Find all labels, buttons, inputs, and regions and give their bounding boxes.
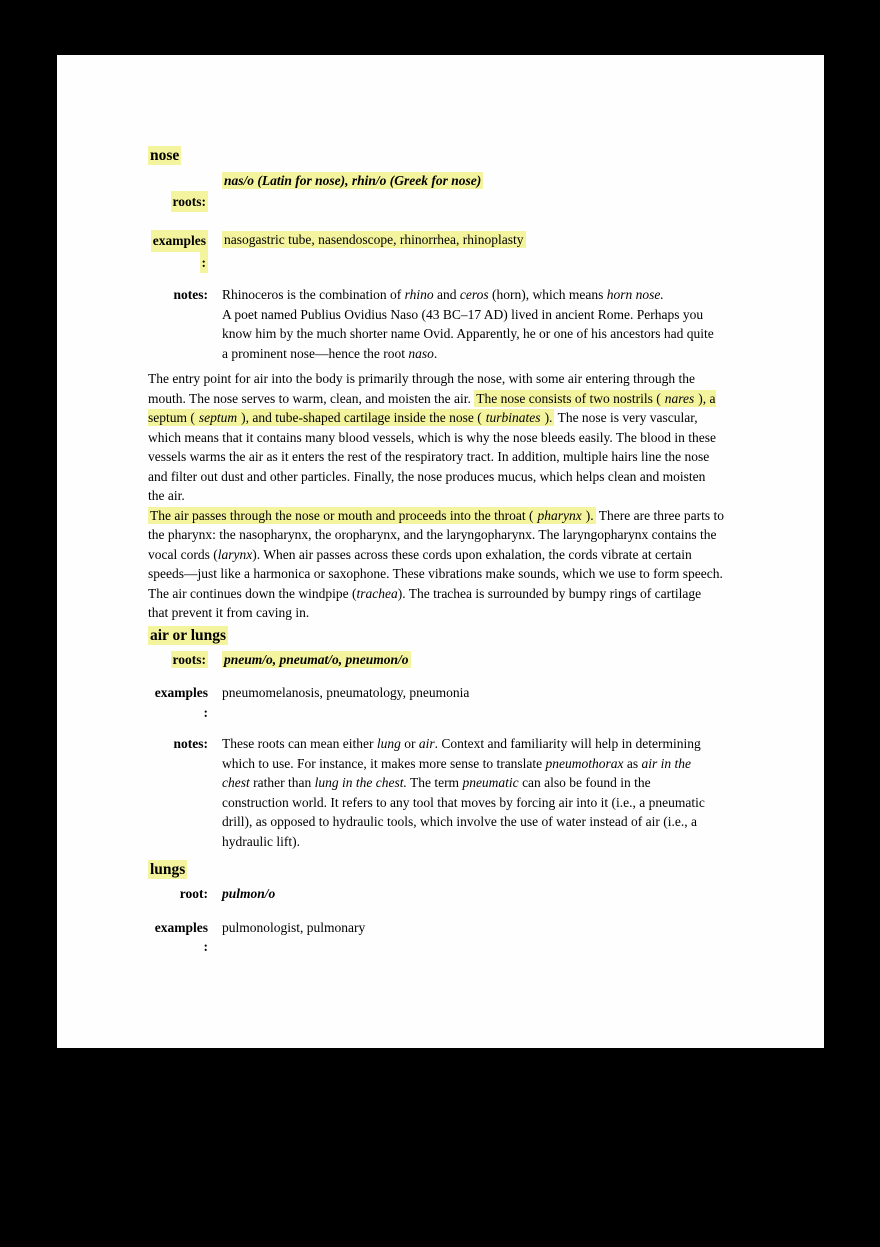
air-notes-paragraph: These roots can mean either lung or air. Context and familiarity will help in determining which to use. For instance, it makes more sense to translate pneumothorax as air in the chest rather than lung in the chest. The term pneumatic can also be found in the construction world. It refers to any tool that moves by forcing air into it (i.e., a pneumatic drill), as opposed to hydraulic tools, which involve the use of water instead of air (i.e., a hydraulic lift). bbox=[222, 736, 705, 849]
body-paragraph-1: The entry point for air into the body is primarily through the nose, with some air entering through the mouth. The nose serves to warm, clean, and moisten the air. The nose consists of two nostrils ( nares ), a septum ( septum ), and tube-shaped cartilage inside the nose ( turbinates ). The nose is very vascular, which means that it contains many blood vessels, which is why the nose bleeds easily. The blood in these vessels warms the air as it enters the rest of the respiratory tract. In addition, multiple hairs line the nose and filter out dust and other particles. Finally, the nose produces mucus, which helps clean and moisten the air. bbox=[148, 371, 717, 503]
air-notes-row bbox=[148, 734, 724, 851]
nose-examples-label: examples bbox=[151, 230, 208, 252]
document-page bbox=[57, 55, 824, 1048]
lungs-root-value: pulmon/o bbox=[222, 886, 276, 901]
nose-examples-row bbox=[148, 230, 724, 273]
lungs-examples-label: examples bbox=[154, 919, 208, 935]
air-notes-label: notes: bbox=[173, 736, 208, 751]
section-heading-lungs bbox=[148, 860, 724, 880]
nose-roots-row bbox=[148, 171, 724, 212]
air-examples-label-cell bbox=[148, 683, 208, 722]
section-heading-nose bbox=[148, 146, 724, 166]
nose-examples-colon: : bbox=[200, 252, 209, 274]
air-roots-label: roots: bbox=[172, 651, 206, 667]
air-examples-row bbox=[148, 683, 724, 722]
lungs-root-row bbox=[148, 884, 724, 904]
section-heading-nose-text: nose bbox=[150, 147, 180, 164]
body-paragraph-2: The air passes through the nose or mouth and proceeds into the throat ( pharynx ). There are three parts to the pharynx: the nasopharynx, the oropharynx, and the laryngopharynx. The laryngopharynx contains the vocal cords (larynx). When air passes across these cords upon exhalation, the cords vibrate at certain speeds—just like a harmonica or saxophone. These vibrations make sounds, which we use to form speech. The air continues down the windpipe (trachea). The trachea is surrounded by bumpy rings of cartilage that prevent it from caving in. bbox=[148, 507, 724, 620]
lungs-root-label-cell bbox=[148, 884, 208, 904]
lungs-examples-value: pulmonologist, pulmonary bbox=[222, 919, 366, 935]
nose-notes-row bbox=[148, 285, 724, 363]
lungs-examples-value-cell bbox=[222, 918, 724, 957]
air-roots-value-cell bbox=[222, 650, 724, 670]
lungs-examples-row bbox=[148, 918, 724, 957]
nose-examples-value: nasogastric tube, nasendoscope, rhinorrhea, rhinoplasty bbox=[224, 232, 524, 247]
page-content bbox=[57, 55, 824, 957]
nose-examples-value-cell bbox=[222, 230, 724, 273]
nose-roots-value-cell bbox=[222, 171, 724, 191]
lungs-root-value-cell bbox=[222, 884, 724, 904]
lungs-examples-label-cell bbox=[148, 918, 208, 957]
air-examples-colon: : bbox=[203, 704, 208, 720]
nose-examples-label-cell bbox=[148, 230, 208, 273]
nose-notes-value-cell bbox=[222, 285, 716, 363]
nose-notes-paragraph-2: A poet named Publius Ovidius Naso (43 BC–17 AD) lived in ancient Rome. Perhaps you know him by the much shorter name Ovid. Apparently, he or one of his ancestors had quite a prominent nose—hence the root naso. bbox=[222, 306, 714, 361]
section-heading-lungs-text: lungs bbox=[150, 861, 186, 878]
nose-roots-label: roots: bbox=[171, 191, 209, 213]
lungs-examples-colon: : bbox=[203, 939, 208, 954]
lungs-root-label: root: bbox=[179, 886, 208, 901]
nose-roots-value: nas/o (Latin for nose), rhin/o (Greek for nose) bbox=[224, 173, 482, 188]
air-notes-value-cell bbox=[222, 734, 716, 851]
air-examples-value: pneumomelanosis, pneumatology, pneumonia bbox=[222, 685, 470, 700]
air-roots-row bbox=[148, 650, 724, 670]
section-heading-air-or-lungs-text: air or lungs bbox=[150, 626, 227, 644]
nose-notes-label: notes: bbox=[173, 287, 208, 302]
section-heading-air-or-lungs bbox=[148, 626, 724, 646]
nose-notes-label-cell bbox=[148, 285, 208, 363]
air-examples-value-cell bbox=[222, 683, 724, 722]
air-examples-label: examples bbox=[154, 685, 208, 700]
air-roots-label-cell bbox=[148, 650, 208, 670]
air-roots-value: pneum/o, pneumat/o, pneumon/o bbox=[224, 651, 409, 667]
nose-notes-paragraph-1: Rhinoceros is the combination of rhino and ceros (horn), which means horn nose. bbox=[222, 287, 664, 302]
air-notes-label-cell bbox=[148, 734, 208, 851]
nose-roots-label-cell bbox=[148, 171, 208, 212]
